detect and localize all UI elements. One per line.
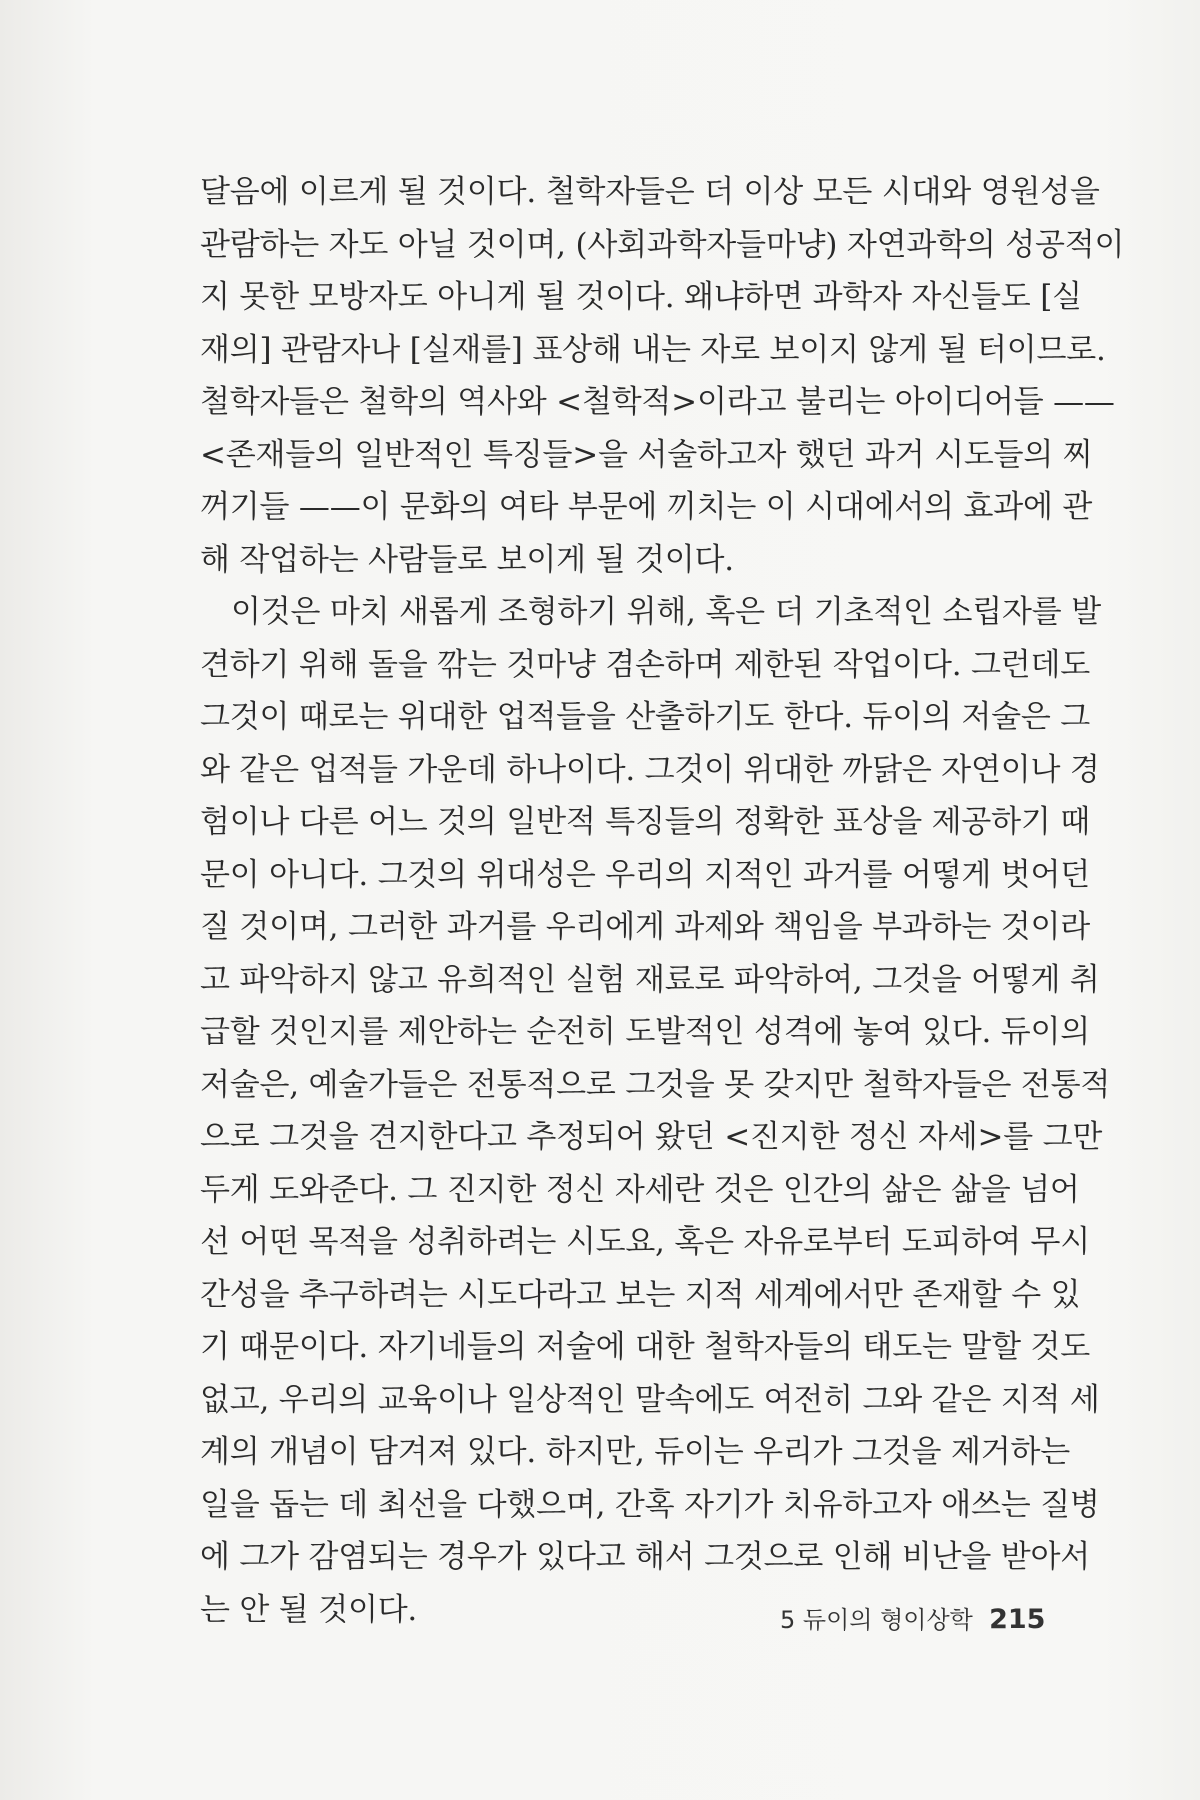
body-text (200, 166, 1125, 1636)
text-line: 으로 그것을 견지한다고 추정되어 왔던 <진지한 정신 자세>를 그만 (200, 1119, 1103, 1155)
text-line: 철학자들은 철학의 역사와 <철학적>이라고 불리는 아이디어들 —— (200, 384, 1115, 420)
text-line: 해 작업하는 사람들로 보이게 될 것이다. (200, 541, 734, 578)
text-line: 는 안 될 것이다. (200, 1591, 418, 1628)
text-line: 이것은 마치 새롭게 조형하기 위해, 혹은 더 기초적인 소립자를 발 (231, 594, 1101, 630)
paragraph (200, 586, 1111, 1636)
text-line: 문이 아니다. 그것의 위대성은 우리의 지적인 과거를 어떻게 벗어던 (200, 856, 1091, 893)
text-line: 달음에 이르게 될 것이다. 철학자들은 더 이상 모든 시대와 영원성을 (200, 174, 1100, 210)
text-line: 기 때문이다. 자기네들의 저술에 대한 철학자들의 태도는 말할 것도 (200, 1329, 1091, 1365)
chapter-title: 5 듀이의 형이상학 (780, 1606, 973, 1634)
text-line: 견하기 위해 돌을 깎는 것마냥 겸손하며 제한된 작업이다. 그런데도 (200, 646, 1091, 683)
text-line: 없고, 우리의 교육이나 일상적인 말속에도 여전히 그와 같은 지적 세 (200, 1381, 1100, 1418)
text-line: 와 같은 업적들 가운데 하나이다. 그것이 위대한 까닭은 자연이나 경 (200, 751, 1100, 788)
text-line: 저술은, 예술가들은 전통적으로 그것을 못 갖지만 철학자들은 전통적 (200, 1066, 1111, 1103)
text-line: 꺼기들 ——이 문화의 여타 부문에 끼치는 이 시대에서의 효과에 관 (200, 489, 1093, 525)
text-line: 재의] 관람자나 [실재를] 표상해 내는 자로 보이지 않게 될 터이므로. (200, 331, 1106, 368)
page-number: 215 (989, 1604, 1046, 1635)
text-line: 일을 돕는 데 최선을 다했으며, 간혹 자기가 치유하고자 애쓰는 질병 (200, 1486, 1100, 1523)
text-line: 계의 개념이 담겨져 있다. 하지만, 듀이는 우리가 그것을 제거하는 (200, 1434, 1070, 1470)
text-line: 관람하는 자도 아닐 것이며, (사회과학자들마냥) 자연과학의 성공적이 (200, 226, 1125, 263)
text-line: 고 파악하지 않고 유희적인 실험 재료로 파악하여, 그것을 어떻게 취 (200, 961, 1100, 998)
paragraph (200, 166, 1125, 586)
text-line: 두게 도와준다. 그 진지한 정신 자세란 것은 인간의 삶은 삶을 넘어 (200, 1171, 1080, 1208)
running-footer (780, 1600, 1046, 1635)
text-line: 질 것이며, 그러한 과거를 우리에게 과제와 책임을 부과하는 것이라 (200, 909, 1091, 945)
text-line: 에 그가 감염되는 경우가 있다고 해서 그것으로 인해 비난을 받아서 (200, 1539, 1091, 1575)
text-line: 간성을 추구하려는 시도다라고 보는 지적 세계에서만 존재할 수 있 (200, 1276, 1081, 1313)
text-line: <존재들의 일반적인 특징들>을 서술하고자 했던 과거 시도들의 찌 (200, 436, 1093, 473)
text-line: 선 어떤 목적을 성취하려는 시도요, 혹은 자유로부터 도피하여 무시 (200, 1224, 1091, 1260)
text-line: 급할 것인지를 제안하는 순전히 도발적인 성격에 놓여 있다. 듀이의 (200, 1014, 1091, 1050)
text-line: 그것이 때로는 위대한 업적들을 산출하기도 한다. 듀이의 저술은 그 (200, 699, 1091, 735)
text-line: 험이나 다른 어느 것의 일반적 특징들의 정확한 표상을 제공하기 때 (200, 804, 1091, 840)
text-line: 지 못한 모방자도 아니게 될 것이다. 왜냐하면 과학자 자신들도 [실 (200, 279, 1082, 315)
